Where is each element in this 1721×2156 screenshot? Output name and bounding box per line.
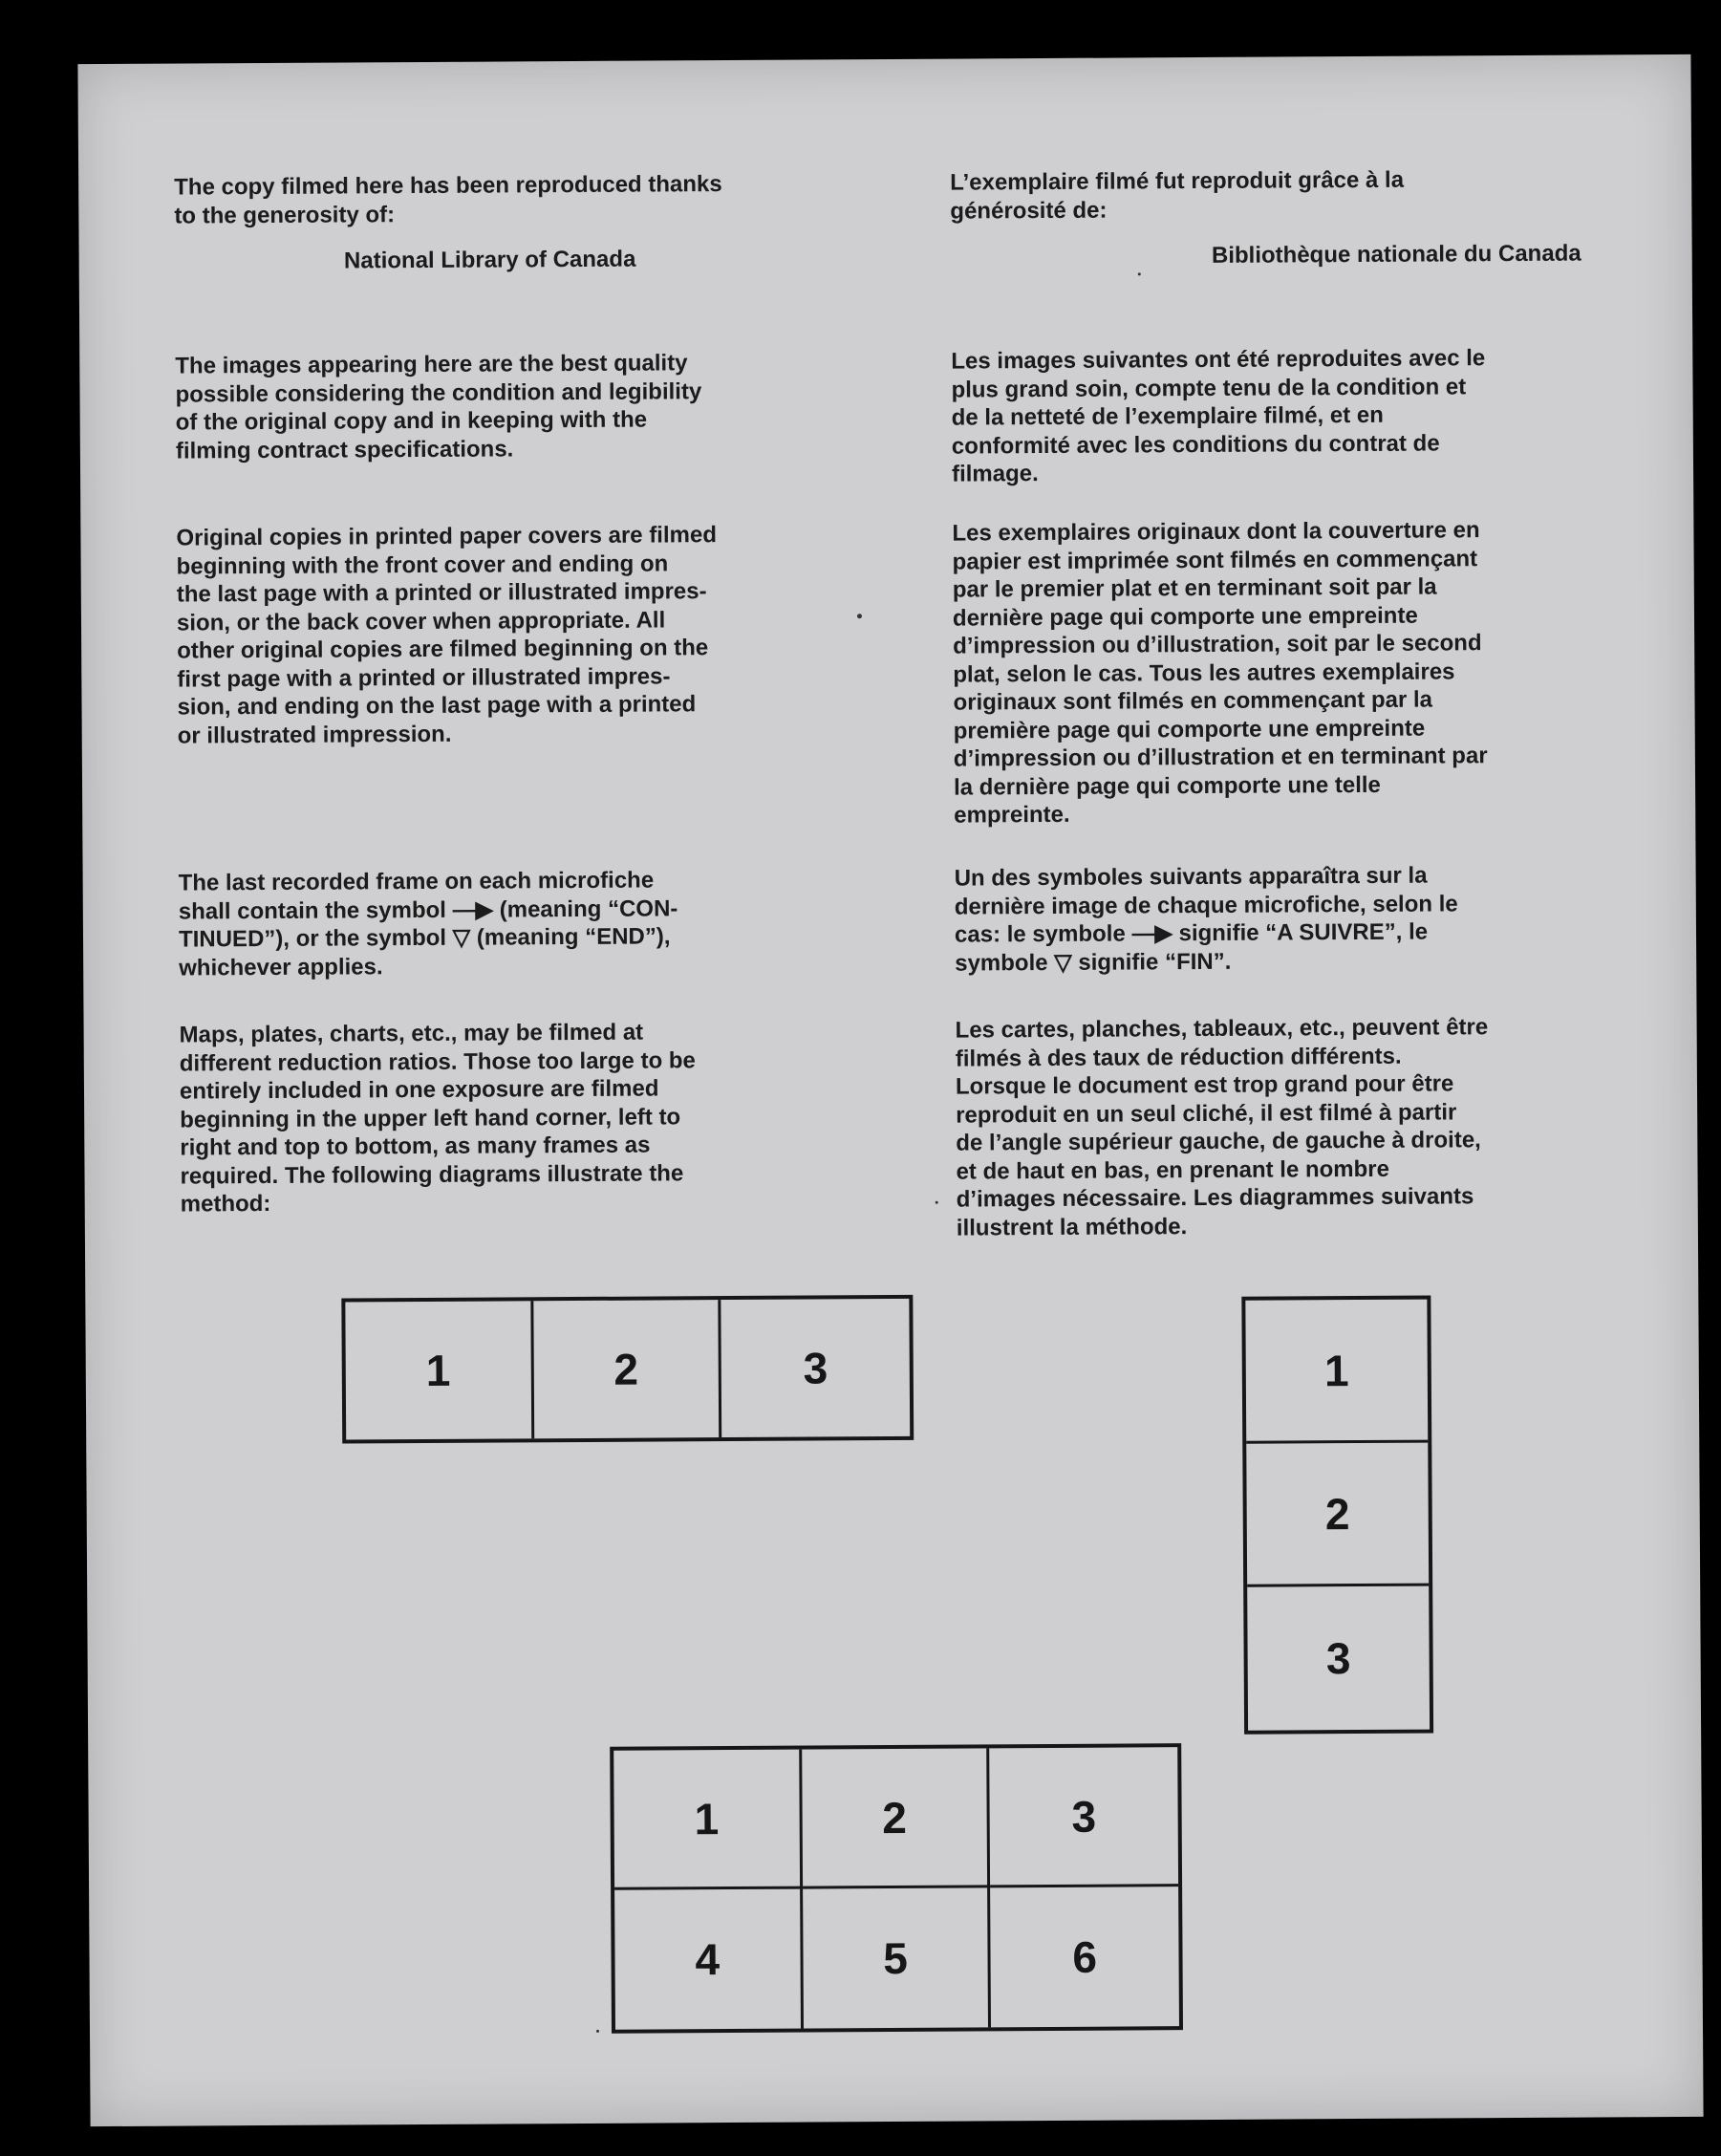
text-line: filming contract specifications. [175, 435, 514, 464]
text-line: d’images nécessaire. Les diagrammes suivants [956, 1183, 1474, 1213]
text-line: Maps, plates, charts, etc., may be filmed at [179, 1019, 644, 1048]
text-line: par le premier plat et en terminant soit par la [952, 573, 1437, 603]
text-line: Les images suivantes ont été reproduites avec le [951, 345, 1486, 375]
vertical-frames-diagram [1241, 1296, 1433, 1735]
text-line: to the generosity of: [174, 201, 396, 229]
originals-paragraph [176, 521, 807, 750]
english-column [173, 60, 804, 1218]
text-line: reproduit en un seul cliché, il est filmé à partir [956, 1098, 1457, 1129]
maps-paragraph [956, 1013, 1587, 1242]
text-line: whichever applies. [179, 953, 383, 981]
text-line: première page qui comporte une empreinte [953, 715, 1426, 744]
document-page [77, 54, 1703, 2126]
text-line: TINUED”), or the symbol ▽ (meaning “END”), [178, 923, 671, 953]
text-line: de la netteté de l’exemplaire filmé, et en [951, 401, 1384, 431]
text-line: L’exemplaire filmé fut reproduit grâce à la [950, 166, 1405, 196]
text-line: la dernière page qui comporte une telle [953, 771, 1381, 801]
text-line: or illustrated impression. [177, 721, 452, 749]
text-line: conformité avec les conditions du contrat de [951, 429, 1440, 460]
scan-speck [857, 614, 862, 618]
maps-paragraph [180, 1018, 811, 1219]
text-line: dernière page qui comporte une empreinte [952, 602, 1418, 632]
text-line: entirely included in one exposure are filmed [179, 1075, 659, 1105]
text-line: beginning in the upper left hand corner, left to [180, 1103, 681, 1133]
text-line: cas: le symbole —▶ signifie “A SUIVRE”, le [954, 918, 1429, 948]
text-line: Les exemplaires originaux dont la couverture en [952, 517, 1480, 547]
text-line: filmage. [951, 461, 1039, 487]
frame-cell: 3 [803, 1343, 828, 1393]
scan-speck [1138, 272, 1141, 275]
frame-cell: 1 [613, 1750, 803, 1890]
text-line: The last recorded frame on each microfiche [178, 867, 655, 896]
text-line: beginning with the front cover and ending on [176, 550, 669, 580]
text-line: Les cartes, planches, tableaux, etc., peuvent être [955, 1014, 1489, 1044]
french-column [949, 55, 1581, 1241]
text-line: de l’angle supérieur gauche, de gauche à droite, [956, 1127, 1481, 1156]
scan-speck [936, 1201, 938, 1204]
six-frame-grid-diagram [610, 1743, 1183, 2034]
text-line: plus grand soin, compte tenu de la condition et [951, 373, 1467, 403]
horizontal-frames-diagram [341, 1295, 914, 1444]
thanks-paragraph [174, 170, 805, 230]
text-line: required. The following diagrams illustrate the [180, 1159, 684, 1190]
text-line: right and top to bottom, as many frames as [180, 1132, 651, 1161]
institution-name: National Library of Canada [343, 246, 636, 274]
quality-paragraph [175, 349, 807, 465]
text-line: filmés à des taux de réduction différents. [955, 1043, 1402, 1072]
text-line: originaux sont filmés en commençant par la [953, 686, 1433, 716]
text-line: Original copies in printed paper covers are filmed [176, 522, 718, 551]
frame-cell: 3 [990, 1747, 1179, 1887]
frame-cell: 1 [1245, 1300, 1428, 1444]
text-line: générosité de: [950, 197, 1108, 225]
text-line: sion, and ending on the last page with a printed [177, 691, 697, 721]
frame-cell: 2 [802, 1748, 991, 1888]
text-line: shall contain the symbol —▶ (meaning “CON- [178, 895, 678, 925]
text-line: different reduction ratios. Those too large to be [179, 1046, 696, 1077]
institution-name: Bibliothèque nationale du Canada [1211, 240, 1581, 269]
frame-cell: 2 [533, 1300, 722, 1438]
text-line: d’impression ou d’illustration, soit par le second [953, 630, 1482, 659]
text-line: et de haut en bas, en prenant le nombre [956, 1155, 1390, 1185]
text-line: The images appearing here are the best quality [175, 350, 688, 379]
scan-speck [596, 2030, 599, 2033]
frame-cell: 1 [345, 1301, 534, 1439]
frame-cell: 6 [1072, 1931, 1098, 1982]
text-line: possible considering the condition and legibility [175, 377, 702, 408]
text-line: of the original copy and in keeping with the [175, 406, 648, 436]
text-line: first page with a printed or illustrated impres- [177, 662, 671, 693]
text-line: empreinte. [954, 801, 1070, 829]
text-line: dernière image de chaque microfiche, selon le [954, 890, 1458, 920]
symbols-paragraph [955, 861, 1586, 978]
text-line: d’impression ou d’illustration et en terminant par [953, 743, 1488, 772]
text-line: The copy filmed here has been reproduced thanks [174, 171, 722, 201]
text-line: symbole ▽ signifie “FIN”. [955, 948, 1232, 977]
symbols-paragraph [179, 866, 810, 982]
text-line: the last page with a printed or illustrated impres- [176, 578, 707, 608]
text-line: sion, or the back cover when appropriate. All [176, 606, 666, 636]
frame-cell: 3 [1325, 1633, 1351, 1684]
text-line: illustrent la méthode. [956, 1213, 1188, 1241]
thanks-paragraph [950, 165, 1581, 226]
text-line: plat, selon le cas. Tous les autres exemplaires [953, 658, 1455, 688]
text-line: Lorsque le document est trop grand pour être [955, 1070, 1454, 1100]
originals-paragraph [952, 516, 1584, 830]
text-line: papier est imprimée sont filmés en commençant [952, 545, 1478, 575]
text-line: method: [180, 1190, 271, 1218]
frame-cell: 4 [614, 1889, 804, 2030]
quality-paragraph [951, 344, 1582, 489]
frame-cell: 5 [803, 1887, 992, 2028]
text-line: other original copies are filmed beginning on the [177, 635, 709, 664]
frame-cell: 2 [1246, 1443, 1429, 1587]
text-line: Un des symboles suivants apparaîtra sur la [954, 862, 1428, 892]
